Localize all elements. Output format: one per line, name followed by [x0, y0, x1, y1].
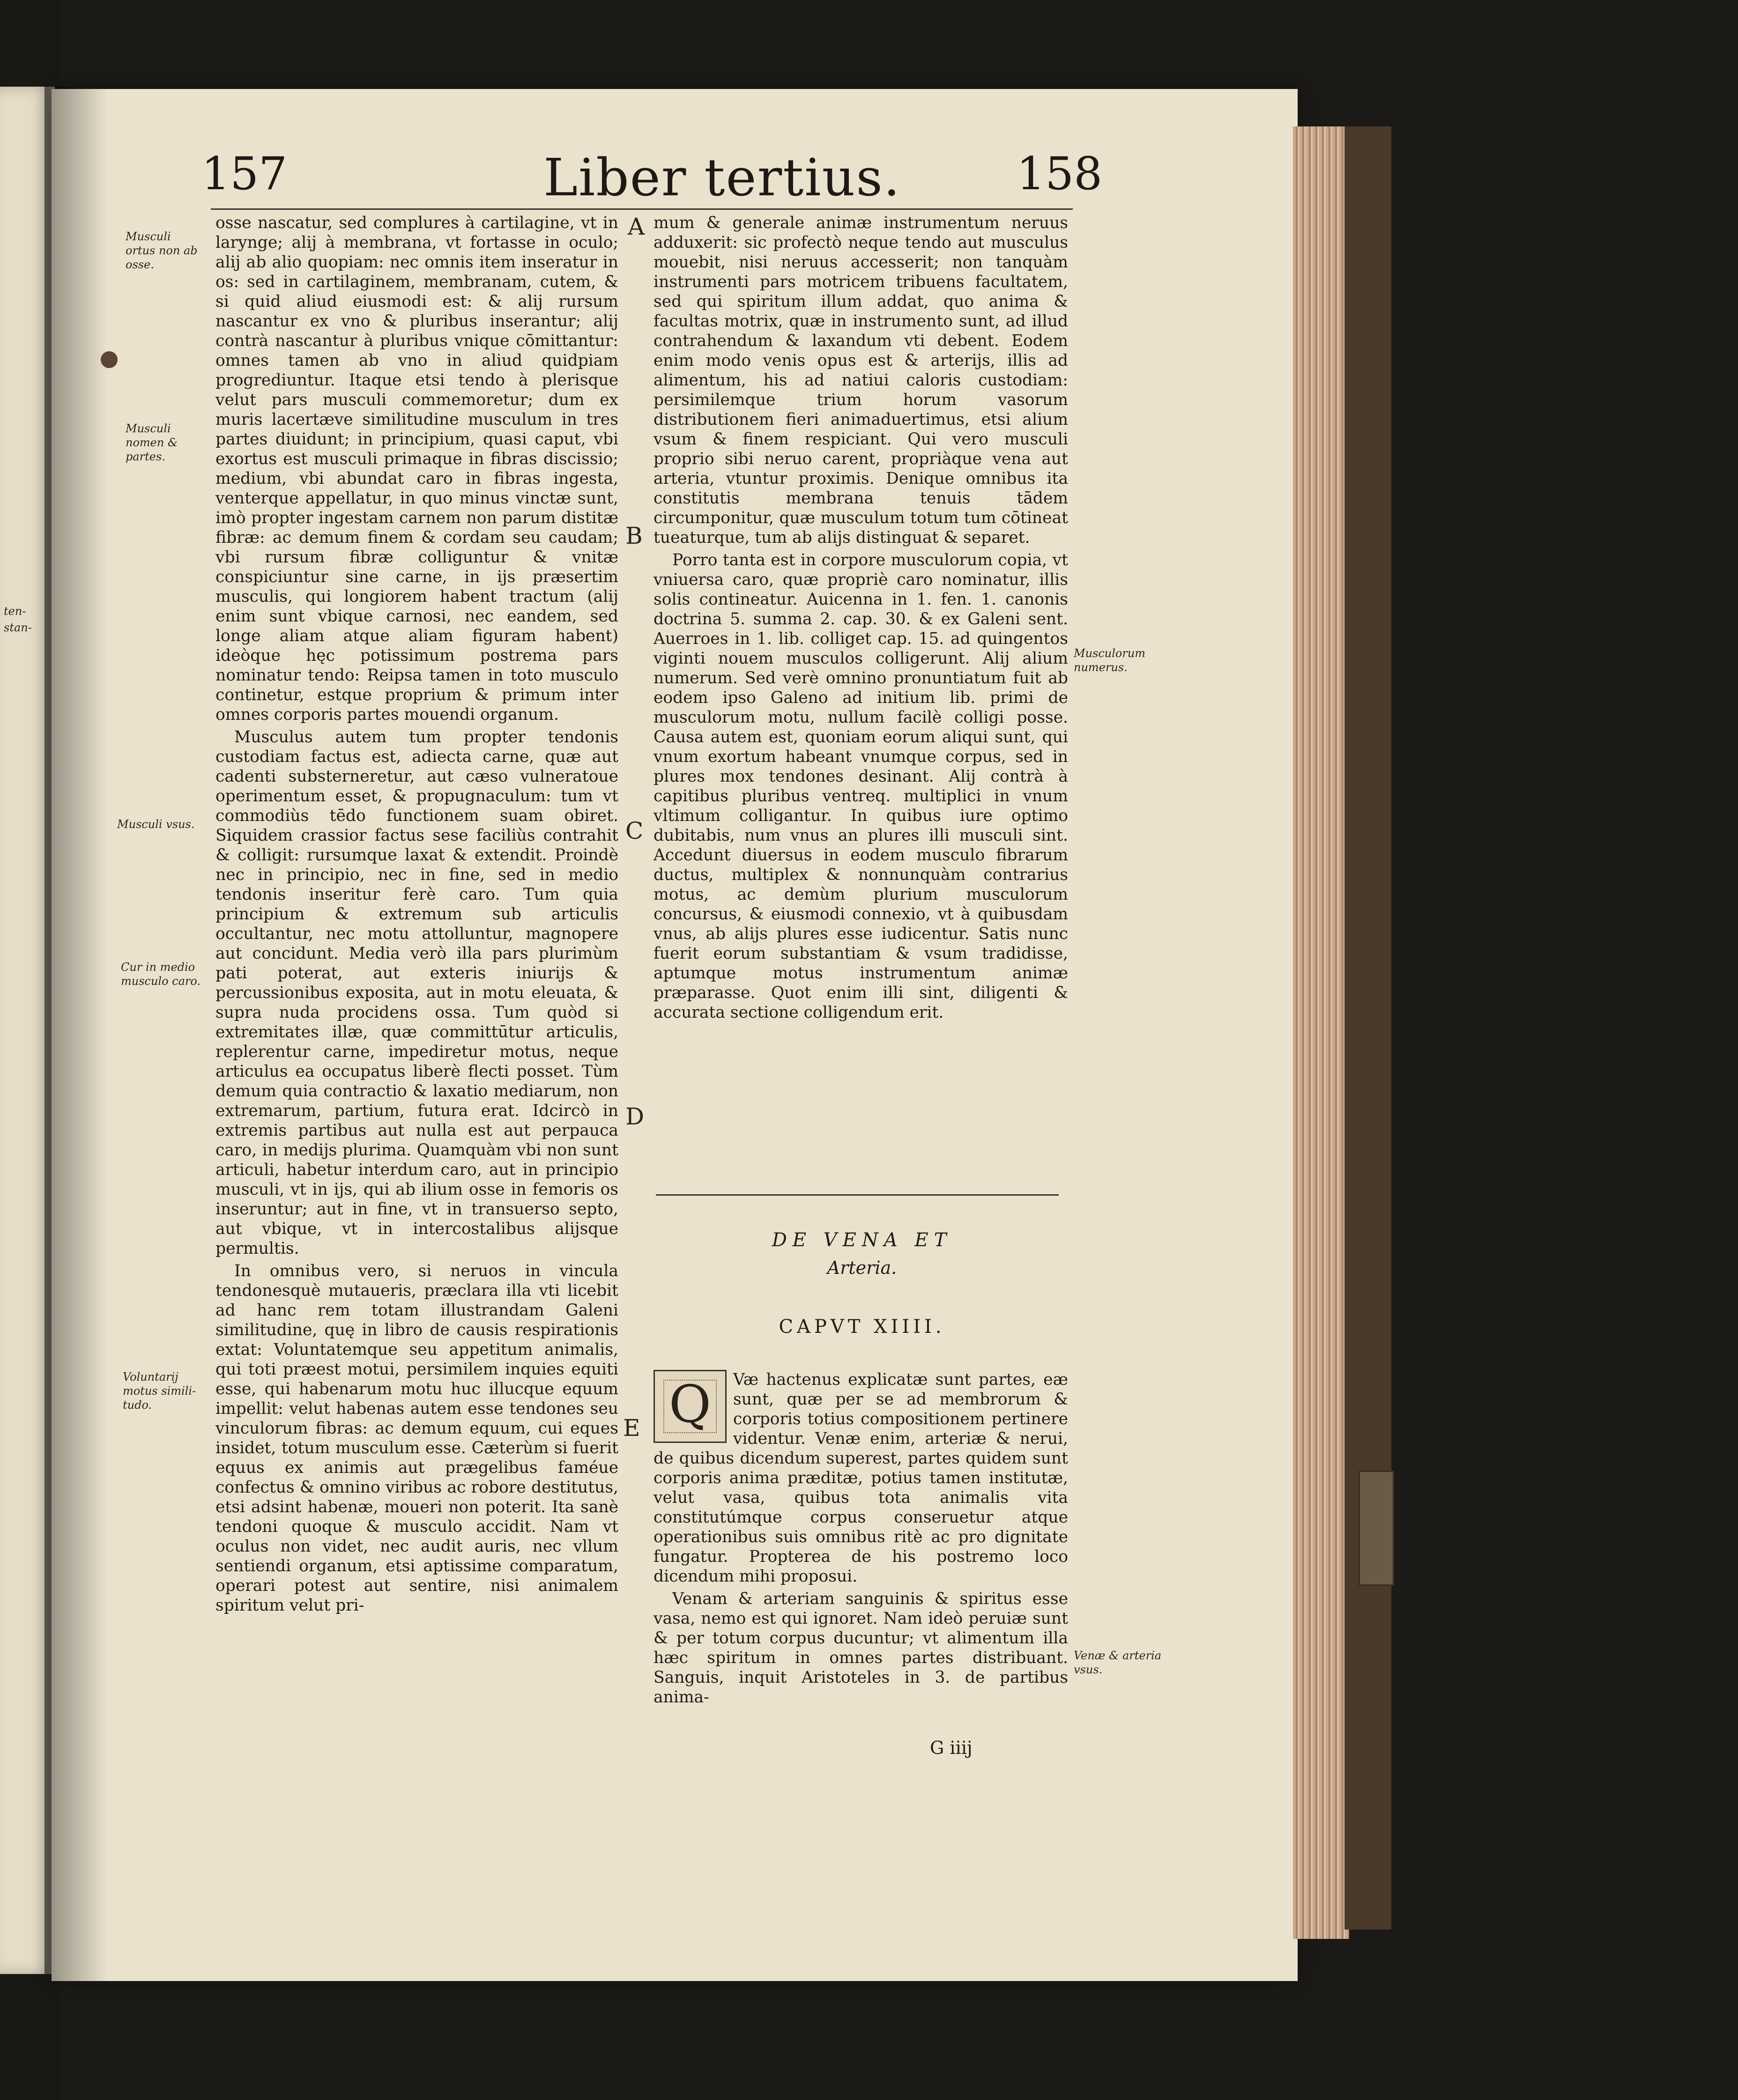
paragraph	[654, 1370, 1068, 1586]
page-number-left: 157	[201, 148, 288, 200]
book-cover	[1344, 126, 1391, 1930]
decorated-initial	[654, 1370, 727, 1443]
paragraph: Musculus autem tum propter tendonis custodiam factus est, adiecta carne, quæ aut cadenti substerneretur, aut cæso vulneratoue operimentum esset, & propugnaculum: tum vt commodiùs tēdo functionem suam obiret. Siquidem crassior factus sese faciliùs contrahit & colligit: rursumque laxat & extendit. Proindè nec in principio, nec in fine, sed in medio tendonis inseritur ferè caro. Tum quia principium & extremum sub articulis occultantur, nec motu attolluntur, magnopere aut concidunt. Media verò illa pars plurimùm pati poterat, aut exteris iniurijs & percussionibus exposita, aut in motu eleuata, & supra nuda procidens ossa. Tum quòd si extremitates illæ, quæ committūtur articulis, replerentur carne, impediretur motus, neque articulus ea occupatus liberè flecti posset. Tùm demum quia contractio & laxatio mediarum, non extremarum, partium, futura erat. Idcircò in extremis partibus aut nulla est aut perpauca caro, in medijs plurima. Quamquàm vbi non sunt articuli, habetur interdum caro, aut in principio musculi, vt in ijs, qui ab ilium osse in femoris os inseruntur; aut in fine, vt in transuerso septo, aut vbique, vt in intercostalibus alijsque permultis.	[215, 728, 618, 1258]
initial-letter: Q	[668, 1374, 712, 1434]
section-letter: B	[625, 522, 643, 549]
section-rule	[656, 1194, 1059, 1196]
section-letter: E	[623, 1414, 640, 1442]
header-rule	[211, 208, 1073, 210]
previous-page-margin-2: stan-	[4, 621, 32, 634]
section-letter: A	[628, 213, 645, 240]
margin-note: Musculorum numerus.	[1074, 647, 1146, 674]
paragraph: Venam & arteriam sanguinis & spiritus esse vasa, nemo est qui ignoret. Nam ideò peruiæ sunt & per totum corpus ducuntur; vt alimentum illa hæc spiritum in omnes partes distribuant. Sanguis, inquit Aristoteles in 3. de partibus anima-	[654, 1590, 1068, 1707]
right-column	[654, 213, 1068, 1025]
margin-note: Musculi vsus.	[117, 818, 195, 831]
previous-page-margin-1: ten-	[4, 605, 26, 618]
section-heading: DE VENA ET	[772, 1229, 952, 1251]
page-edges	[1293, 126, 1349, 1939]
chapter-text	[654, 1370, 1068, 1710]
paragraph: Porro tanta est in corpore musculorum copia, vt vniuersa caro, quæ propriè caro nominatur, illis solis contineatur. Auicenna in 1. fen. 1. canonis doctrina 5. summa 2. cap. 30. & ex Galeni sent. Auerroes in 1. lib. colliget cap. 15. ad quingentos viginti nouem musculos colligerunt. Alij alium numerum. Sed verè omnino pronuntiatum fuit ab eodem ipso Galeno ad initium lib. primi de musculorum motu, nullum facilè colligi posse. Causa autem est, quoniam eorum aliqui sunt, qui vnum exortum habeant vnumque corpus, sed in plures mox tendones desinant. Alij contrà à capitibus pluribus ventreq. multiplici in vnum vltimum colligantur. In quibus iure optimo dubitabis, num vnus an plures illi musculi sint. Accedunt diuersus in eodem musculo fibrarum ductus, multiplex & nonnunquàm contrarius motus, ac demùm plurium musculorum concursus, & eiusmodi connexio, vt à quibusdam vnus, ab alijs plures esse iudicentur. Satis nunc fuerit eorum substantiam & vsum tradidisse, aptumque motus instrumentum animæ præparasse. Quot enim illi sint, diligenti & accurata sectione colligendum erit.	[654, 551, 1068, 1022]
paragraph: In omnibus vero, si neruos in vincula tendonesquè mutaueris, præclara illa vti licebit ad hanc rem totam illustrandam Galeni similitudine, quę in libro de causis respirationis extat: Voluntatemque seu appetitum animalis, qui toti præest motui, persimilem inquies equiti esse, qui habenarum motu huc illucque equum impellit: velut habenas autem esse tendones seu vinculorum fibras: ac demum equum, cui eques insidet, totum musculum esse. Cæterùm si fuerit equus ex animis aut prægelibus faméue confectus & omnino viribus ac robore destitutus, etsi adsint habenæ, moueri non poterit. Ita sanè tendoni quoque & musculo accidit. Nam vt oculus non videt, nec audit auris, nec vllum sentiendi organum, etsi aptissime comparatum, operari potest aut sentire, nisi animalem spiritum velut pri-	[215, 1262, 618, 1615]
chapter-heading: CAPVT XIIII.	[779, 1316, 945, 1338]
margin-note: Voluntarij motus simili-tudo.	[123, 1370, 196, 1412]
margin-note: Musculi nomen & partes.	[126, 422, 178, 463]
paragraph: mum & generale animæ instrumentum neruus adduxerit: sic profectò neque tendo aut musculus mouebit, nisi neruus accesserit; non tanquàm instrumenti pars motricem tribuens facultatem, sed qui spiritum illum addat, quo anima & facultas motrix, quæ in instrumento sunt, ad illud contrahendum & laxandum vti debent. Eodem enim modo venis opus est & arterijs, illis ad alimentum, his ad natiui caloris custodiam: persimilemque trium horum vasorum distributionem fieri animaduertimus, etsi alium vsum & finem respiciant. Qui vero musculi proprio sibi neruo carent, propriàque vena aut arteria, vtuntur proximis. Denique omnibus ita constitutis membrana tenuis tādem circumponitur, quæ musculum totum tum cōtineat tueaturque, tum ab alijs distinguat & separet.	[654, 214, 1068, 547]
paragraph-text: Væ hactenus explicatæ sunt partes, eæ sunt, quæ per se ad membrorum & corporis totius compositionem pertinere videntur. Venæ enim, arteriæ & nerui, de quibus dicendum superest, partes quidem sunt corporis anima præditæ, potius tamen institutæ, velut vasa, quibus tota animalis vita constitutúmque corpus conseruetur atque operationibus suis omnibus ritè ac pro dignitate fungatur. Propterea de his postremo loco dicendum mihi proposui.	[654, 1370, 1068, 1586]
left-column	[215, 213, 618, 1618]
ink-stain	[101, 351, 118, 368]
book-clasp	[1359, 1471, 1394, 1586]
section-letter: C	[625, 817, 644, 844]
section-subheading: Arteria.	[827, 1257, 897, 1278]
margin-note: Musculi ortus non ab osse.	[126, 230, 198, 271]
running-title: Liber tertius.	[543, 148, 901, 207]
paragraph: osse nascatur, sed complures à cartilagine, vt in larynge; alij à membrana, vt fortasse in oculo; alij ab alio quopiam: nec omnis item inseratur in os: sed in cartilaginem, membranam, cutem, & si quid aliud eiusmodi est: & alij rursum nascantur ex vno & pluribus inserantur; alij contrà nascantur à pluribus vnique cōmittantur: omnes tamen ab vno in aliud quidpiam progrediuntur. Itaque etsi tendo à plerisque velut pars musculi commemoretur; dum ex muris lacertæve similitudine musculum in tres partes diuidunt; in principium, quasi caput, vbi exortus est musculi primaque in fibras discissio; medium, vbi abundat caro in fibras ingesta, venterque appellatur, in quo minus vinctæ sunt, imò propter ingestam carnem non parum distitæ fibræ: ac demum finem & cordam seu caudam; vbi rursum fibræ colliguntur & vnitæ conspiciuntur sine carne, in ijs præsertim musculis, qui longiorem habent tractum (alij enim sunt vbique carnosi, nec eandem, sed longe aliam atque aliam figuram habent) ideòque hęc potissimum postrema pars nominatur tendo: Reipsa tamen in toto musculo continetur, estque proprium & primum inter omnes corporis partes mouendi organum.	[215, 214, 618, 724]
page-number-right: 158	[1017, 148, 1103, 200]
margin-note: Cur in medio musculo caro.	[121, 961, 201, 988]
signature-mark: G iiij	[930, 1738, 973, 1758]
section-letter: D	[625, 1103, 645, 1130]
margin-note: Venæ & arteria vsus.	[1074, 1649, 1162, 1676]
page-fold-shadow	[52, 89, 108, 1981]
